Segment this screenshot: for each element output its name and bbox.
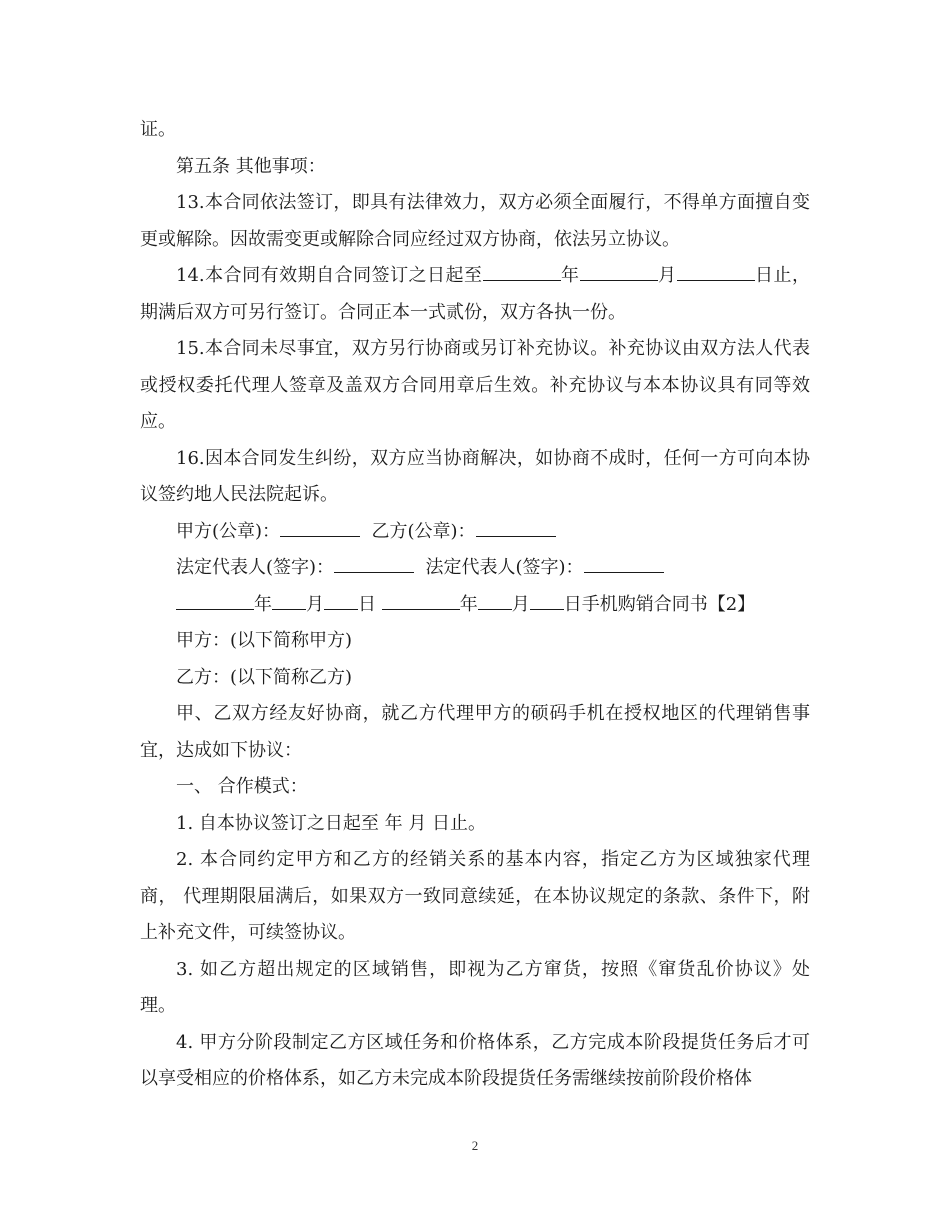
date-a-year-blank[interactable]	[176, 589, 254, 610]
date-text: 日	[358, 593, 376, 615]
clause-14	[140, 258, 810, 331]
page-number: 2	[471, 1138, 479, 1153]
heading-text: 第五条 其他事项：	[176, 155, 326, 177]
clause-15	[140, 331, 810, 441]
clause-text: 年	[560, 265, 580, 286]
date-b-month-blank[interactable]	[478, 589, 512, 610]
party-b-seal-blank[interactable]	[476, 516, 556, 537]
party-a-representative-label: 法定代表人(签字)：	[176, 557, 335, 578]
party-b-seal-label: 乙方(公章)：	[371, 520, 476, 542]
date-a-day-blank[interactable]	[324, 589, 358, 610]
item-2	[140, 842, 810, 952]
clause-text: 14.本合同有效期自合同签订之日起至	[176, 265, 483, 286]
date-a-month-blank[interactable]	[272, 589, 306, 610]
date-text: 年	[254, 593, 272, 615]
date-and-title-text: 日手机购销合同书【2】	[563, 593, 756, 615]
clause-text: 日止，期满后双方可另行签订。合同正本一式贰份，双方各执一份。	[140, 265, 811, 323]
blank-day[interactable]	[677, 260, 755, 281]
party-b-text: 乙方：(以下简称乙方)	[176, 666, 353, 688]
clause-text: 13.本合同依法签订，即具有法律效力，双方必须全面履行，不得单方面擅自变更或解除。因故需变更或解除合同应经过双方协商，依法另立协议。	[140, 192, 810, 250]
party-b-signature-blank[interactable]	[584, 552, 664, 573]
item-text: 2. 本合同约定甲方和乙方的经销关系的基本内容，指定乙方为区域独家代理商， 代理期限届满后，如果双方一致同意续延，在本协议规定的条款、条件下，附上补充文件，可续签协议。	[140, 849, 810, 943]
paragraph-continuation	[140, 112, 810, 149]
section-heading-article-5	[140, 149, 810, 186]
party-a-signature-blank[interactable]	[334, 552, 414, 573]
clause-text: 15.本合同未尽事宜，双方另行协商或另订补充协议。补充协议由双方法人代表或授权委托代理人签章及盖双方合同用章后生效。补充协议与本本协议具有同等效应。	[140, 338, 810, 432]
party-a-seal-blank[interactable]	[280, 516, 360, 537]
clause-13	[140, 185, 810, 258]
signature-date-line	[140, 587, 810, 624]
signature-representative-line	[140, 550, 810, 587]
item-3	[140, 952, 810, 1025]
party-a-line	[140, 623, 810, 660]
item-4	[140, 1025, 810, 1098]
section-heading-cooperation-mode	[140, 769, 810, 806]
party-b-representative-label: 法定代表人(签字)：	[425, 557, 584, 578]
party-b-line	[140, 660, 810, 697]
item-text: 3. 如乙方超出规定的区域销售，即视为乙方窜货，按照《窜货乱价协议》处理。	[140, 958, 810, 1016]
paragraph-text: 证。	[140, 119, 176, 140]
signature-seal-line	[140, 514, 810, 551]
document-body	[140, 112, 810, 1098]
item-text: 1. 自本协议签订之日起至 年 月 日止。	[176, 812, 487, 834]
item-text: 4. 甲方分阶段制定乙方区域任务和价格体系，乙方完成本阶段提货任务后才可以享受相应的价格体系，如乙方未完成本阶段提货任务需继续按前阶段价格体	[140, 1031, 810, 1089]
blank-year[interactable]	[483, 260, 561, 281]
party-a-seal-label: 甲方(公章)：	[176, 520, 281, 542]
blank-month[interactable]	[580, 260, 658, 281]
date-b-year-blank[interactable]	[382, 589, 460, 610]
clause-16	[140, 441, 810, 514]
date-text: 月	[511, 593, 530, 615]
clause-text: 16.因本合同发生纠纷，双方应当协商解决，如协商不成时，任何一方可向本协议签约地人民法院起诉。	[140, 447, 810, 505]
preamble-text: 甲、乙双方经友好协商，就乙方代理甲方的硕码手机在授权地区的代理销售事宜，达成如下协议：	[140, 703, 810, 761]
party-a-text: 甲方：(以下简称甲方)	[176, 630, 353, 651]
heading-text: 一、 合作模式：	[176, 776, 308, 797]
item-1	[140, 806, 810, 843]
preamble	[140, 696, 810, 769]
clause-text: 月	[657, 265, 677, 286]
date-b-day-blank[interactable]	[530, 589, 564, 610]
date-text: 月	[306, 593, 324, 615]
date-text: 年	[459, 593, 478, 615]
